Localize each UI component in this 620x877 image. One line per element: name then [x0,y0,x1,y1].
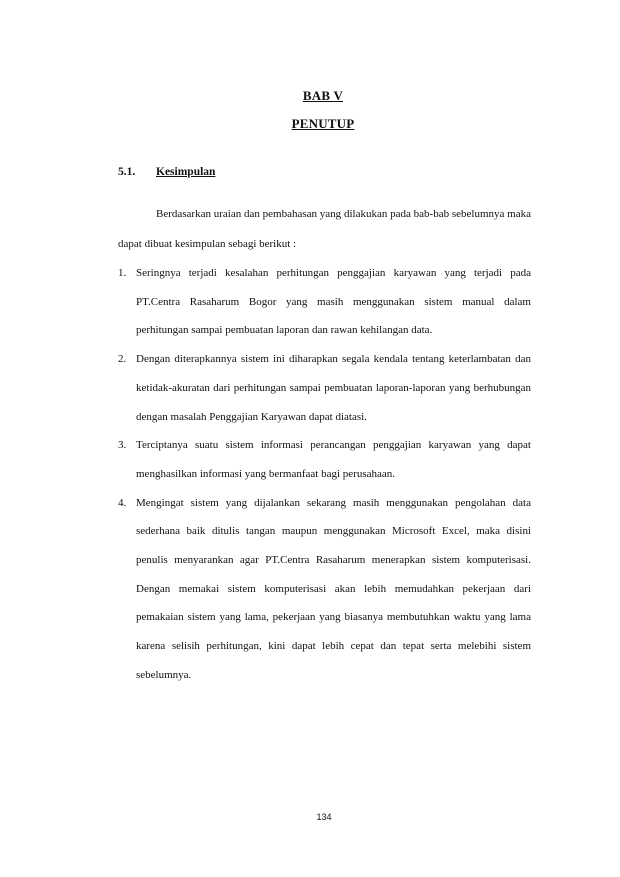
page-number: 134 [316,812,332,822]
list-item [118,489,531,690]
list-item [118,259,531,345]
chapter-heading: BAB V [302,88,344,103]
section-number: 5.1. [118,166,136,178]
section-heading [118,166,215,178]
chapter-title: PENUTUP [291,116,355,131]
list-item [118,345,531,431]
section-title: Kesimpulan [156,166,216,178]
list-item-text: Terciptanya suatu sistem informasi perancangan penggajian karyawan yang dapat menghasilkan informasi yang bermanfaat bagi perusahaan. [136,439,531,480]
list-item [118,431,531,488]
list-item-number: 1. [118,267,127,279]
list-item-number: 4. [118,496,127,509]
list-item-text: Dengan diterapkannya sistem ini diharapkan segala kendala tentang keterlambatan dan ketidak-akuratan dari perhitungan sampai pembuatan laporan-laporan yang berhubungan dengan masalah Penggajian Karyawan dapat diatasi. [136,353,531,423]
list-item-number: 2. [118,353,127,366]
intro-paragraph: Berdasarkan uraian dan pembahasan yang dilakukan pada bab-bab sebelumnya maka dapat dibuat kesimpulan sebagi berikut : [118,208,531,250]
list-item-text: Seringnya terjadi kesalahan perhitungan penggajian karyawan yang terjadi pada PT.Centra Rasaharum Bogor yang masih menggunakan sistem manual dalam perhitungan sampai pembuatan laporan dan rawan kehilangan data. [136,267,531,337]
list-item-text: Mengingat sistem yang dijalankan sekarang masih menggunakan pengolahan data sederhana baik ditulis tangan maupun menggunakan Microsoft Excel, maka disini penulis menyarankan agar PT.Centra Rasaharum menerapkan sistem komputerisasi. Dengan memakai sistem komputerisasi akan lebih memudahkan pekerjaan dari pemakaian sistem yang lama, pekerjaan yang biasanya membutuhkan waktu yang lama karena selisih perhitungan, kini dapat lebih cepat dan tepat serta melebihi sistem sebelumnya. [136,496,531,681]
list-item-number: 3. [118,439,127,452]
conclusion-list [118,259,531,690]
